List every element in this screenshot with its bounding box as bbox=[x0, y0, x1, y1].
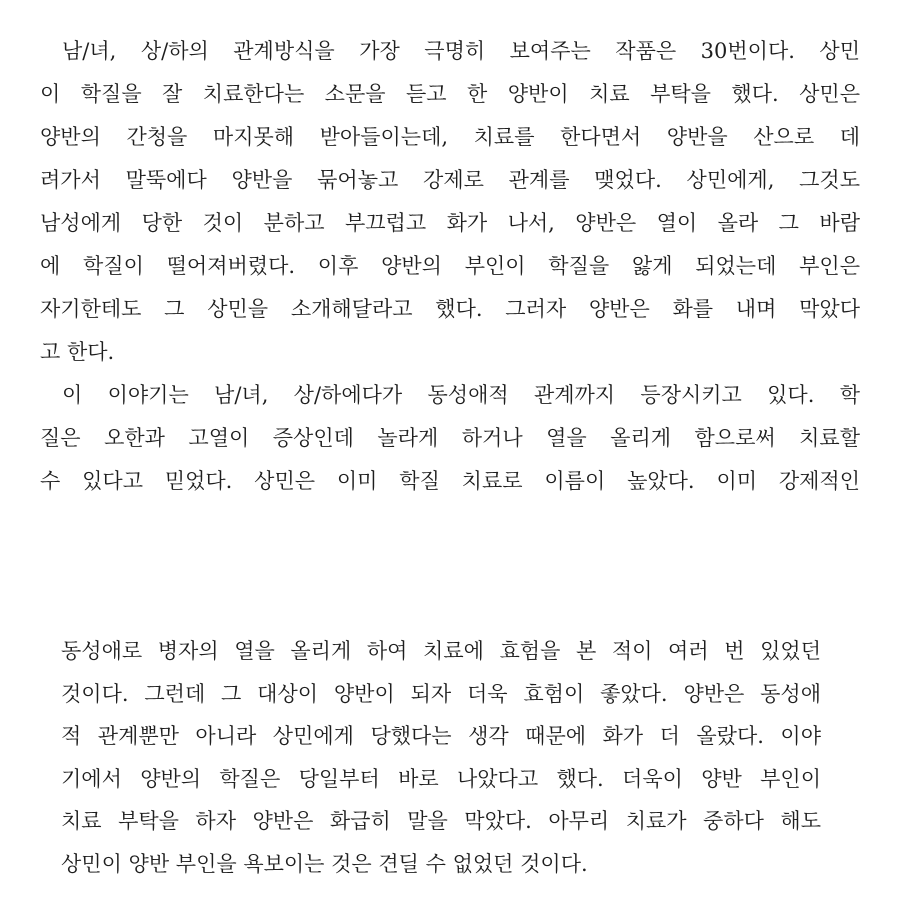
text-line: 상민이 양반 부인을 욕보이는 것은 견딜 수 없었던 것이다. bbox=[61, 851, 588, 876]
text-line: 남성에게 당한 것이 분하고 부끄럽고 화가 나서, 양반은 열이 올라 그 바람 bbox=[40, 211, 860, 235]
text-line: 동성애로 병자의 열을 올리게 하여 치료에 효험을 본 적이 여러 번 있었던 bbox=[61, 639, 821, 663]
text-line: 에 학질이 떨어져버렸다. 이후 양반의 부인이 학질을 앓게 되었는데 부인은 bbox=[40, 254, 860, 278]
text-line: 적 관계뿐만 아니라 상민에게 당했다는 생각 때문에 화가 더 올랐다. 이야 bbox=[61, 724, 821, 748]
text-block-bottom bbox=[61, 630, 821, 885]
text-block-top bbox=[40, 30, 860, 503]
text-line: 치료 부탁을 하자 양반은 화급히 말을 막았다. 아무리 치료가 중하다 해도 bbox=[61, 809, 821, 833]
text-line: 양반의 간청을 마지못해 받아들이는데, 치료를 한다면서 양반을 산으로 데 bbox=[40, 125, 860, 149]
text-line: 수 있다고 믿었다. 상민은 이미 학질 치료로 이름이 높았다. 이미 강제적인 bbox=[40, 469, 860, 493]
text-line: 이 학질을 잘 치료한다는 소문을 듣고 한 양반이 치료 부탁을 했다. 상민은 bbox=[40, 82, 860, 106]
text-line: 려가서 말뚝에다 양반을 묶어놓고 강제로 관계를 맺었다. 상민에게, 그것도 bbox=[40, 168, 860, 192]
text-line: 고 한다. bbox=[40, 340, 115, 364]
text-line: 기에서 양반의 학질은 당일부터 바로 나았다고 했다. 더욱이 양반 부인이 bbox=[61, 766, 821, 791]
text-line: 것이다. 그런데 그 대상이 양반이 되자 더욱 효험이 좋았다. 양반은 동성애 bbox=[61, 681, 821, 706]
text-line: 자기한테도 그 상민을 소개해달라고 했다. 그러자 양반은 화를 내며 막았다 bbox=[40, 297, 860, 321]
text-line: 남/녀, 상/하의 관계방식을 가장 극명히 보여주는 작품은 30번이다. 상민 bbox=[62, 39, 860, 63]
text-line: 질은 오한과 고열이 증상인데 놀라게 하거나 열을 올리게 함으로써 치료할 bbox=[40, 426, 860, 450]
text-line: 이 이야기는 남/녀, 상/하에다가 동성애적 관계까지 등장시키고 있다. 학 bbox=[62, 383, 860, 407]
